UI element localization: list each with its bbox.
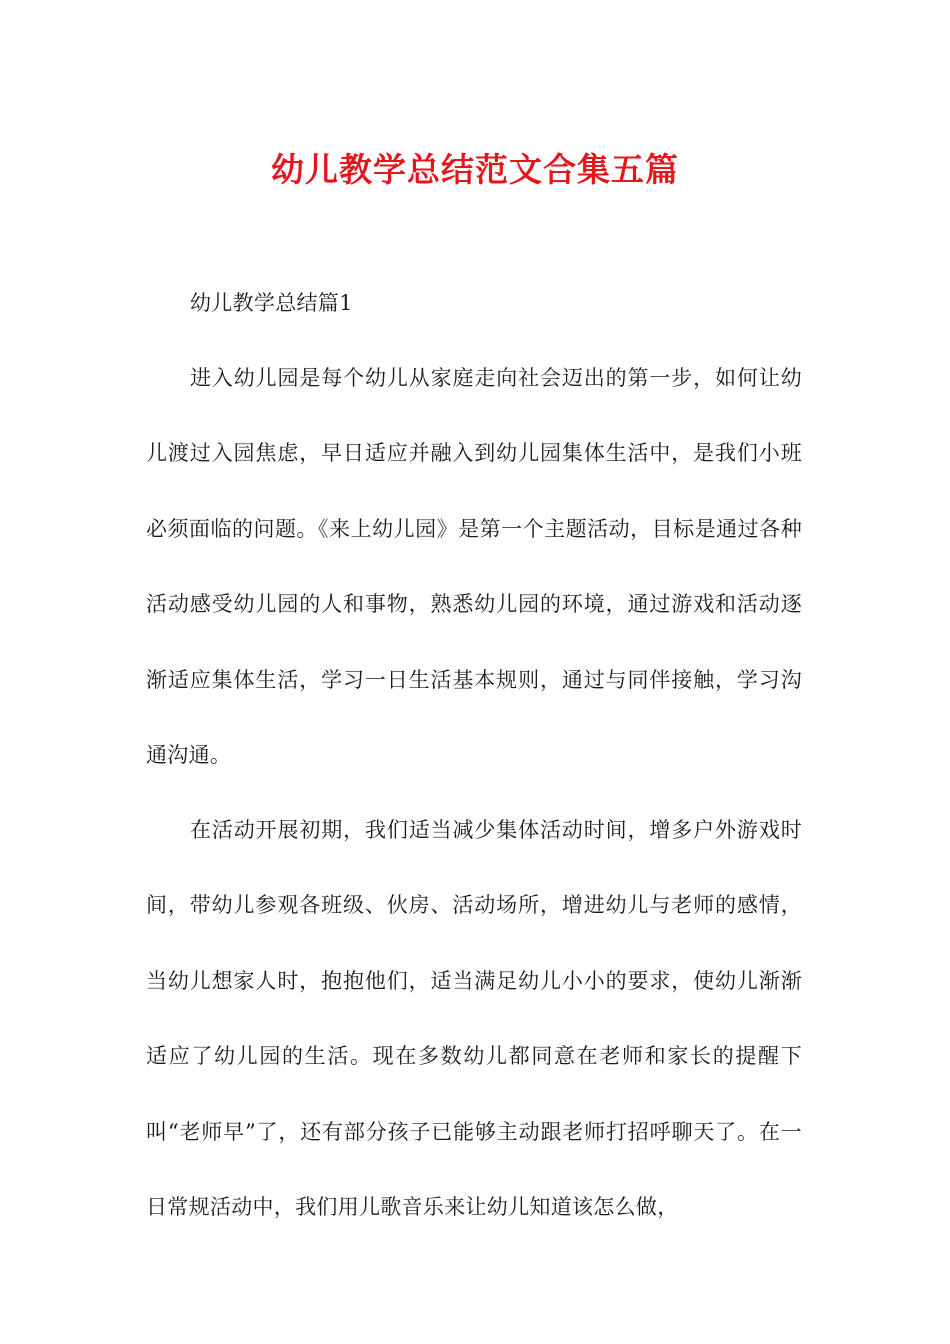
- section-heading: 幼儿教学总结篇1: [190, 291, 353, 315]
- paragraph-block-2: [146, 793, 802, 1245]
- paragraph-block-1: [146, 341, 802, 793]
- document-title: 幼儿教学总结范文合集五篇: [271, 150, 679, 189]
- paragraph-2: 在活动开展初期，我们适当减少集体活动时间，增多户外游戏时间，带幼儿参观各班级、伙房、活动场所，增进幼儿与老师的感情，当幼儿想家人时，抱抱他们，适当满足幼儿小小的要求，使幼儿渐渐适应了幼儿园的生活。现在多数幼儿都同意在老师和家长的提醒下叫“老师早”了，还有部分孩子已能够主动跟老师打招呼聊天了。在一日常规活动中，我们用儿歌音乐来让幼儿知道该怎么做，: [146, 818, 802, 1220]
- paragraph-1: 进入幼儿园是每个幼儿从家庭走向社会迈出的第一步，如何让幼儿渡过入园焦虑，早日适应并融入到幼儿园集体生活中，是我们小班必须面临的问题。《来上幼儿园》是第一个主题活动，目标是通过各种活动感受幼儿园的人和事物，熟悉幼儿园的环境，通过游戏和活动逐渐适应集体生活，学习一日生活基本规则，通过与同伴接触，学习沟通沟通。: [146, 366, 802, 768]
